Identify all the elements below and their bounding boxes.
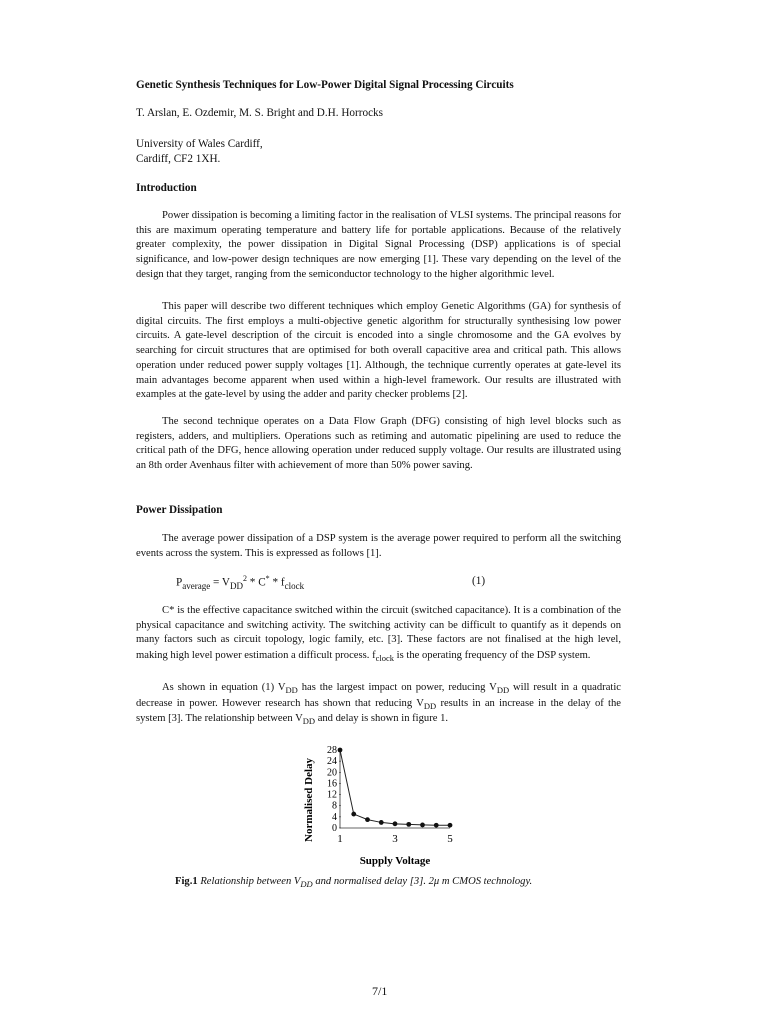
y-tick-label: 20 — [327, 767, 337, 779]
series-line — [340, 750, 450, 825]
data-point — [338, 748, 343, 753]
y-tick-label: 8 — [332, 800, 337, 812]
affiliation-line: Cardiff, CF2 1XH. — [136, 153, 221, 165]
data-point — [420, 823, 425, 828]
power-paragraph-1: The average power dissipation of a DSP system is the average power required to perform all the switching events across the system. This is expressed as follows [1]. — [136, 533, 621, 559]
paper-authors: T. Arslan, E. Ozdemir, M. S. Bright and D.H. Horrocks — [136, 107, 383, 119]
data-point — [434, 823, 439, 828]
data-point — [351, 812, 356, 817]
data-point — [448, 823, 453, 828]
equation-number: (1) — [472, 575, 486, 587]
y-tick-label: 24 — [327, 756, 337, 768]
y-tick-label: 12 — [327, 789, 337, 801]
data-point — [406, 822, 411, 827]
delay-chart — [290, 738, 490, 868]
y-tick-label: 0 — [332, 823, 337, 834]
x-axis-label: Supply Voltage — [359, 855, 431, 867]
paper-title: Genetic Synthesis Techniques for Low-Power Digital Signal Processing Circuits — [136, 79, 514, 91]
intro-paragraph-1: Power dissipation is becoming a limiting factor in the realisation of VLSI systems. The principal reasons for this are maximum operating temperature and battery life for portable applications. Because of the relatively greater complexity, the power dissipation in Digital Signal Processing (DSP) applications is of special significance, and low-power design techniques are now emerging [1]. These vary depending on the level of the design that they target, ranging from the semiconductor technology to the higher algorithmic level. — [136, 210, 621, 280]
data-point — [379, 820, 384, 825]
x-tick-label: 3 — [392, 833, 398, 845]
y-tick-label: 28 — [327, 745, 337, 756]
x-tick-label: 1 — [337, 833, 343, 845]
y-tick-label: 4 — [332, 811, 337, 823]
intro-paragraph-2: This paper will describe two different techniques which employ Genetic Algorithms (GA) for synthesis of digital circuits. The first employs a multi-objective genetic algorithm for structurally synthesising low power circuits. A gate-level description of the circuit is encoded into a single chromosome and the GA evolves by searching for circuit structures that are optimised for both overall capacitive area and critical path. This allows operation under reduced power supply voltages [1]. Although, the technique currently operates at gate-level its main advantages become apparent when used within a high-level framework. Our results are illustrated with examples at the gate-level by using the adder and parity checker problems [2]. — [136, 301, 621, 401]
affiliation — [136, 137, 263, 167]
y-axis-label: Normalised Delay — [303, 757, 315, 843]
section-heading-power: Power Dissipation — [136, 504, 223, 516]
equation-1: $P_{average} = V_{DD}^2 * C^* * f_{clock}$ — [176, 574, 305, 591]
y-tick-label: 16 — [327, 778, 337, 790]
x-tick-label: 5 — [447, 833, 453, 845]
section-heading-introduction: Introduction — [136, 182, 197, 194]
intro-paragraph-3: The second technique operates on a Data Flow Graph (DFG) consisting of high level blocks such as registers, adders, and multipliers. Operations such as retiming and automatic pipelining are used to reduce the critical path of the DFG, hence allowing operation under reduced supply voltage. Our results are illustrated using an 8th order Avenhaus filter with achievement of more than 50% power saving. — [136, 416, 621, 472]
data-point — [393, 821, 398, 826]
data-point — [365, 817, 370, 822]
page-number: 7/1 — [372, 984, 388, 998]
affiliation-line: University of Wales Cardiff, — [136, 138, 263, 150]
power-paragraph-3: As shown in equation (1) $V_{DD}$ has the largest impact on power, reducing $V_{DD}$ will result in a quadratic decrease in power. However research has shown that reducing $V_{DD}$ results in an increase in the delay of the system [3]. The relationship between $V_{DD}$ and delay is shown in figure 1. — [136, 682, 621, 727]
power-paragraph-2: C* is the effective capacitance switched within the circuit (switched capacitance). It is a combination of the physical capacitance and switching activity. The switching activity can be difficult to quantify as it depends on many factors such as circuit topology, logic family, etc. [3]. These factors are not finalised at the high level, making high level power estimation a difficult process. $f_{clock}$ is the operating frequency of the DSP system. — [136, 605, 621, 664]
caption-label: Fig.1 — [175, 876, 198, 887]
figure-caption: Fig.1 Relationship between $V_{DD}$ and normalised delay [3]. 2μ m CMOS technology. — [175, 876, 533, 889]
